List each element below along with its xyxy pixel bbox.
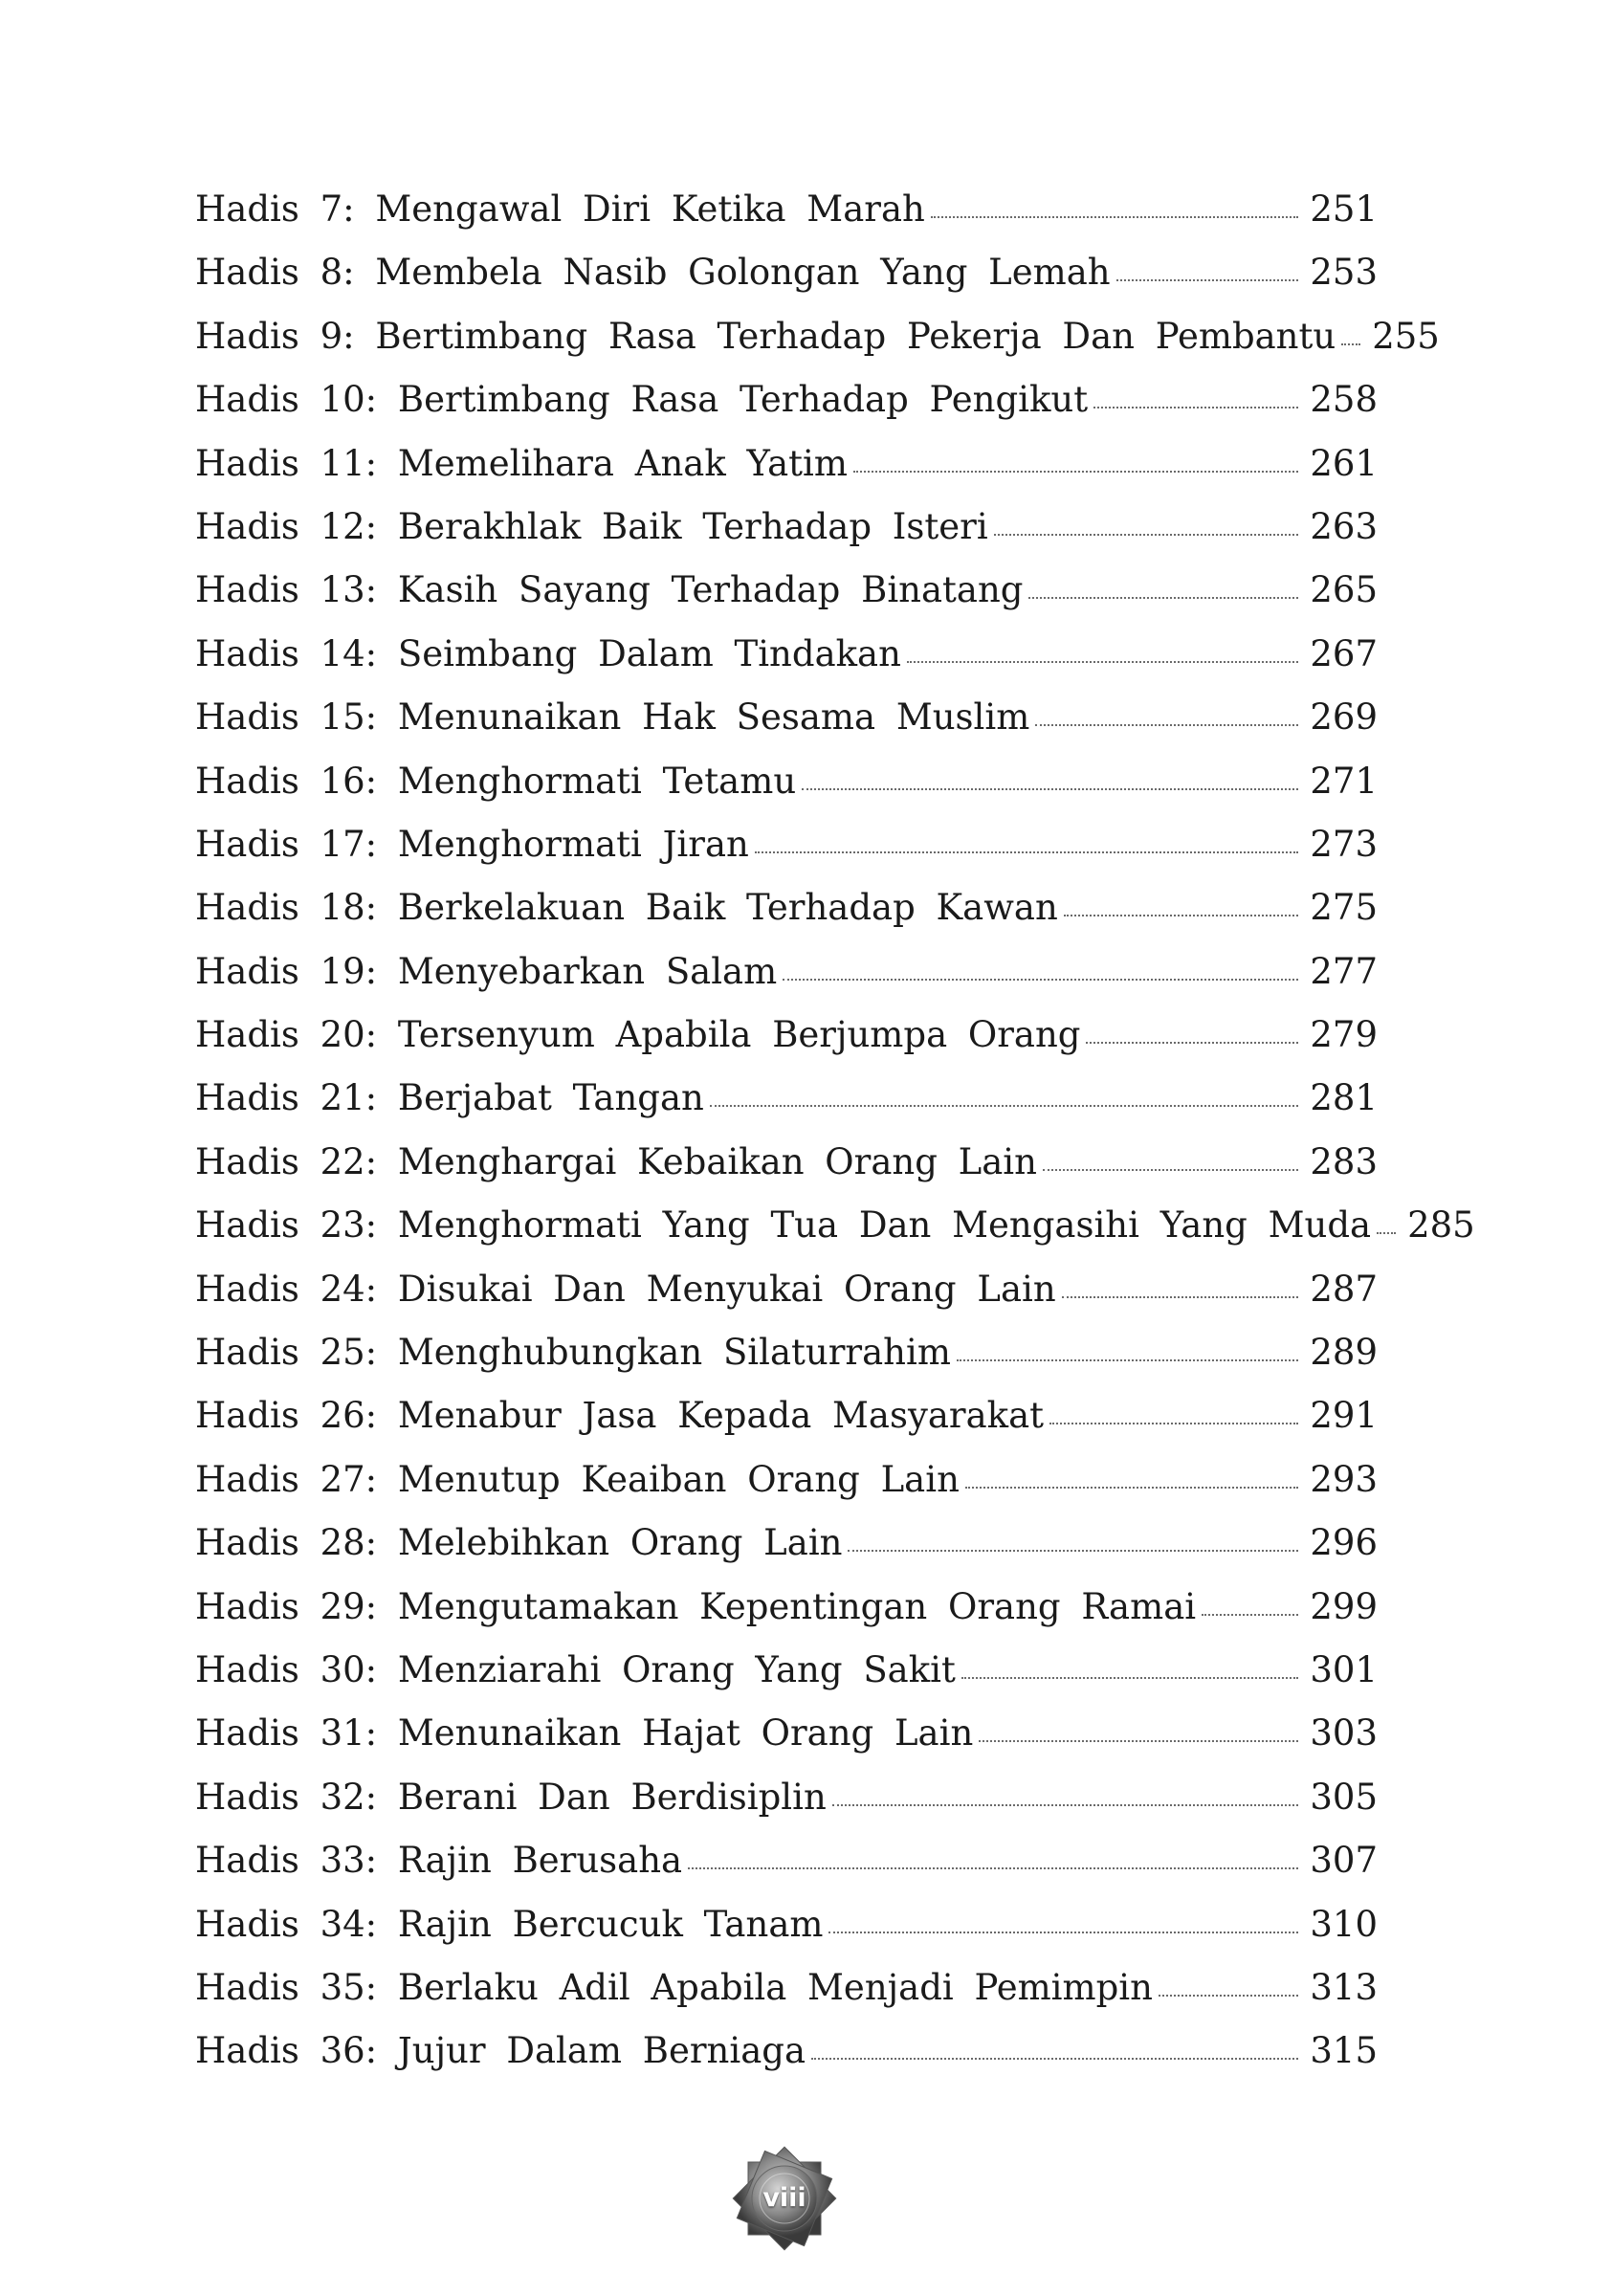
dot-leader bbox=[1062, 1296, 1299, 1298]
toc-entry bbox=[195, 1512, 1378, 1575]
toc-entry-page-number: 305 bbox=[1310, 1776, 1378, 1818]
dot-leader bbox=[1116, 279, 1299, 281]
toc-entry-title: Hadis 25: Menghubungkan Silaturrahim bbox=[195, 1332, 951, 1374]
toc-entry bbox=[195, 1639, 1378, 1702]
toc-entry-title: Hadis 16: Menghormati Tetamu bbox=[195, 760, 797, 802]
dot-leader bbox=[828, 1932, 1298, 1933]
toc-entry bbox=[195, 2020, 1378, 2083]
dot-leader bbox=[957, 1359, 1298, 1361]
dot-leader bbox=[1202, 1614, 1298, 1616]
toc-entry bbox=[195, 1004, 1378, 1067]
toc-entry-title: Hadis 9: Bertimbang Rasa Terhadap Pekerja Dan Pembantu bbox=[195, 315, 1336, 357]
dot-leader bbox=[1043, 1169, 1298, 1171]
toc-entry-page-number: 287 bbox=[1310, 1268, 1378, 1310]
toc-entry-page-number: 315 bbox=[1310, 2030, 1378, 2072]
toc-entry bbox=[195, 496, 1378, 559]
toc-entry-page-number: 255 bbox=[1372, 315, 1440, 357]
toc-entry-title: Hadis 23: Menghormati Yang Tua Dan Mengasihi Yang Muda bbox=[195, 1204, 1372, 1247]
dot-leader bbox=[1093, 407, 1298, 408]
toc-entry-page-number: 261 bbox=[1310, 442, 1378, 484]
toc-entry bbox=[195, 940, 1378, 1004]
toc-entry-title: Hadis 10: Bertimbang Rasa Terhadap Pengikut bbox=[195, 379, 1089, 421]
toc-entry-title: Hadis 34: Rajin Bercucuk Tanam bbox=[195, 1903, 824, 1945]
toc-entry bbox=[195, 1384, 1378, 1447]
dot-leader bbox=[979, 1740, 1298, 1742]
dot-leader bbox=[965, 1487, 1298, 1489]
toc-entry bbox=[195, 1766, 1378, 1829]
toc-entry-page-number: 283 bbox=[1310, 1140, 1378, 1182]
toc-entry-page-number: 253 bbox=[1310, 252, 1378, 294]
toc-entry-page-number: 296 bbox=[1310, 1522, 1378, 1564]
page-number-badge bbox=[731, 2145, 838, 2252]
toc-entry bbox=[195, 432, 1378, 496]
toc-entry bbox=[195, 1702, 1378, 1765]
dot-leader bbox=[688, 1867, 1298, 1869]
toc-entry-title: Hadis 21: Berjabat Tangan bbox=[195, 1077, 704, 1119]
toc-entry-title: Hadis 26: Menabur Jasa Kepada Masyarakat bbox=[195, 1395, 1045, 1437]
table-of-contents bbox=[195, 178, 1475, 2084]
page-number: viii bbox=[762, 2183, 806, 2213]
toc-entry-title: Hadis 11: Memelihara Anak Yatim bbox=[195, 442, 848, 484]
toc-entry-page-number: 279 bbox=[1310, 1014, 1378, 1056]
toc-entry-title: Hadis 36: Jujur Dalam Berniaga bbox=[195, 2030, 806, 2072]
toc-entry-title: Hadis 14: Seimbang Dalam Tindakan bbox=[195, 632, 901, 674]
toc-entry-page-number: 269 bbox=[1310, 696, 1378, 739]
dot-leader bbox=[802, 788, 1298, 790]
toc-entry-page-number: 277 bbox=[1310, 950, 1378, 992]
toc-entry-page-number: 263 bbox=[1310, 505, 1378, 547]
toc-entry-title: Hadis 24: Disukai Dan Menyukai Orang Lain bbox=[195, 1268, 1056, 1310]
toc-entry-page-number: 275 bbox=[1310, 887, 1378, 929]
dot-leader bbox=[907, 661, 1298, 663]
toc-entry-title: Hadis 32: Berani Dan Berdisiplin bbox=[195, 1776, 827, 1818]
toc-entry bbox=[195, 1893, 1378, 1956]
toc-entry-title: Hadis 15: Menunaikan Hak Sesama Muslim bbox=[195, 696, 1030, 739]
dot-leader bbox=[783, 979, 1298, 981]
toc-entry bbox=[195, 1194, 1475, 1257]
dot-leader bbox=[811, 2058, 1298, 2060]
toc-entry bbox=[195, 876, 1378, 939]
toc-entry-page-number: 265 bbox=[1310, 569, 1378, 611]
dot-leader bbox=[1341, 343, 1360, 345]
dot-leader bbox=[1064, 915, 1299, 916]
toc-entry bbox=[195, 686, 1378, 749]
toc-entry-title: Hadis 31: Menunaikan Hajat Orang Lain bbox=[195, 1712, 974, 1755]
toc-entry-title: Hadis 27: Menutup Keaiban Orang Lain bbox=[195, 1458, 960, 1500]
toc-entry bbox=[195, 368, 1378, 431]
toc-entry-title: Hadis 22: Menghargai Kebaikan Orang Lain bbox=[195, 1140, 1037, 1182]
toc-entry bbox=[195, 1576, 1378, 1639]
toc-entry bbox=[195, 813, 1378, 876]
toc-entry-title: Hadis 20: Tersenyum Apabila Berjumpa Orang bbox=[195, 1014, 1081, 1056]
dot-leader bbox=[1377, 1232, 1396, 1234]
dot-leader bbox=[1049, 1423, 1298, 1424]
toc-entry-title: Hadis 29: Mengutamakan Kepentingan Orang Ramai bbox=[195, 1585, 1197, 1627]
toc-entry-page-number: 303 bbox=[1310, 1712, 1378, 1755]
dot-leader bbox=[931, 216, 1299, 218]
toc-entry bbox=[195, 1956, 1378, 2020]
toc-entry-page-number: 271 bbox=[1310, 760, 1378, 802]
toc-entry-page-number: 310 bbox=[1310, 1903, 1378, 1945]
dot-leader bbox=[994, 534, 1299, 536]
toc-entry-title: Hadis 33: Rajin Berusaha bbox=[195, 1840, 683, 1882]
dot-leader bbox=[1159, 1995, 1298, 1997]
toc-entry-title: Hadis 18: Berkelakuan Baik Terhadap Kawan bbox=[195, 887, 1058, 929]
toc-entry-title: Hadis 12: Berakhlak Baik Terhadap Isteri bbox=[195, 505, 988, 547]
toc-entry bbox=[195, 305, 1440, 368]
toc-entry-title: Hadis 7: Mengawal Diri Ketika Marah bbox=[195, 188, 925, 230]
toc-entry bbox=[195, 559, 1378, 622]
dot-leader bbox=[1086, 1042, 1298, 1044]
toc-entry-title: Hadis 19: Menyebarkan Salam bbox=[195, 950, 778, 992]
toc-entry-page-number: 281 bbox=[1310, 1077, 1378, 1119]
toc-entry bbox=[195, 241, 1378, 304]
toc-entry bbox=[195, 1258, 1378, 1321]
toc-entry-page-number: 273 bbox=[1310, 823, 1378, 865]
toc-entry bbox=[195, 1448, 1378, 1512]
toc-entry-page-number: 258 bbox=[1310, 379, 1378, 421]
toc-entry bbox=[195, 1321, 1378, 1384]
toc-entry-page-number: 267 bbox=[1310, 632, 1378, 674]
dot-leader bbox=[1028, 597, 1298, 599]
toc-entry bbox=[195, 178, 1378, 241]
toc-entry bbox=[195, 1067, 1378, 1130]
dot-leader bbox=[853, 471, 1298, 473]
toc-entry-page-number: 307 bbox=[1310, 1840, 1378, 1882]
toc-entry bbox=[195, 623, 1378, 686]
toc-entry-page-number: 299 bbox=[1310, 1585, 1378, 1627]
toc-entry-title: Hadis 8: Membela Nasib Golongan Yang Lemah bbox=[195, 252, 1111, 294]
toc-entry bbox=[195, 1829, 1378, 1892]
toc-entry-page-number: 289 bbox=[1310, 1332, 1378, 1374]
toc-entry-title: Hadis 17: Menghormati Jiran bbox=[195, 823, 749, 865]
dot-leader bbox=[710, 1105, 1299, 1107]
toc-entry-page-number: 313 bbox=[1310, 1966, 1378, 2008]
toc-entry-title: Hadis 35: Berlaku Adil Apabila Menjadi Pemimpin bbox=[195, 1966, 1153, 2008]
dot-leader bbox=[1035, 724, 1298, 726]
toc-entry-title: Hadis 13: Kasih Sayang Terhadap Binatang bbox=[195, 569, 1024, 611]
toc-entry-page-number: 301 bbox=[1310, 1648, 1378, 1690]
toc-entry bbox=[195, 750, 1378, 813]
toc-entry-page-number: 285 bbox=[1407, 1204, 1475, 1247]
dot-leader bbox=[832, 1804, 1299, 1806]
toc-entry-title: Hadis 28: Melebihkan Orang Lain bbox=[195, 1522, 843, 1564]
dot-leader bbox=[755, 851, 1299, 853]
dot-leader bbox=[848, 1550, 1298, 1552]
toc-entry-page-number: 251 bbox=[1310, 188, 1378, 230]
toc-entry bbox=[195, 1131, 1378, 1194]
dot-leader bbox=[961, 1677, 1299, 1679]
toc-entry-page-number: 291 bbox=[1310, 1395, 1378, 1437]
toc-entry-page-number: 293 bbox=[1310, 1458, 1378, 1500]
toc-entry-title: Hadis 30: Menziarahi Orang Yang Sakit bbox=[195, 1648, 956, 1690]
